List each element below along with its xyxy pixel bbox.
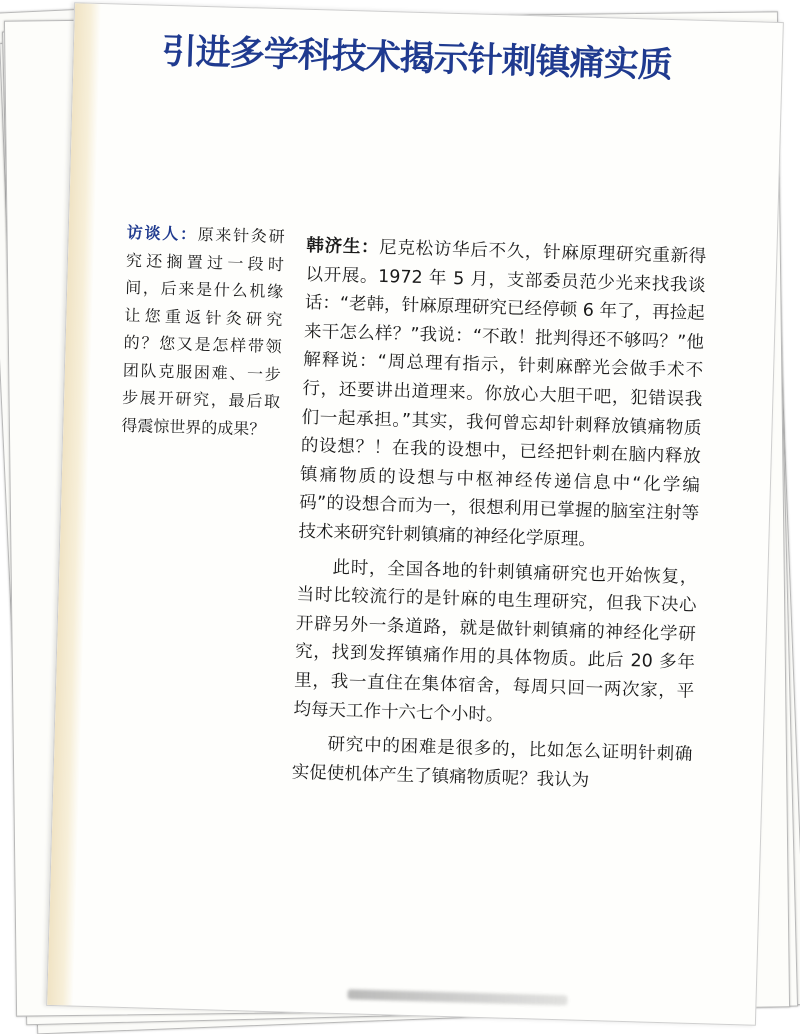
answer-paragraph-2: 此时，全国各地的针刺镇痛研究也开始恢复，当时比较流行的是针麻的电生理研究，但我下决心开辟另外一条道路，就是做针刺镇痛的神经化学研究，找到发挥镇痛作用的具体物质。此后 20 多年里，我一直住在集体宿舍，每周只回一两次家，平均每天工作十六七个小时。 xyxy=(293,557,698,726)
interviewer-question xyxy=(121,219,285,443)
article-page xyxy=(46,2,784,1025)
answer-paragraph xyxy=(298,232,707,558)
answer-paragraph-3: 研究中的困难是很多的，比如怎么证明针刺确实促使机体产生了镇痛物质呢？我认为 xyxy=(291,734,693,791)
interviewer-label: 访谈人： xyxy=(126,222,198,244)
answer-paragraph-1-text: 尼克松访华后不久，针麻原理研究重新得以开展。1972 年 5 月，支部委员范少光来找我谈话：“老韩，针麻原理研究已经停顿 6 年了，再捡起来干怎么样？”我说：“不敢！批判得还不够吗？”他解释说：“周总理有指示，针刺麻醉光会做手术不行，还要讲出道理来。你放心大胆干吧，犯错误我们一起承担。”其实，我何曾忘却针刺释放镇痛物质的设想？！在我的设想中，已经把针刺在脑内释放镇痛物质的设想与中枢神经传递信息中“化学编码”的设想合而为一，很想利用已掌握的脑室注射等技术来研究针刺镇痛的神经化学原理。 xyxy=(298,237,707,550)
interviewee-answer xyxy=(291,232,706,798)
article-title: 引进多学科技术揭示针刺镇痛实质 xyxy=(161,31,673,86)
speaker-label: 韩济生： xyxy=(306,235,380,258)
question-text: 原来针灸研究还搁置过一段时间，后来是什么机缘让您重返针灸研究的？您又是怎样带领团队克服困难、一步步展开研究，最后取得震惊世界的成果？ xyxy=(121,224,285,439)
blurred-footer-text xyxy=(347,989,567,1005)
